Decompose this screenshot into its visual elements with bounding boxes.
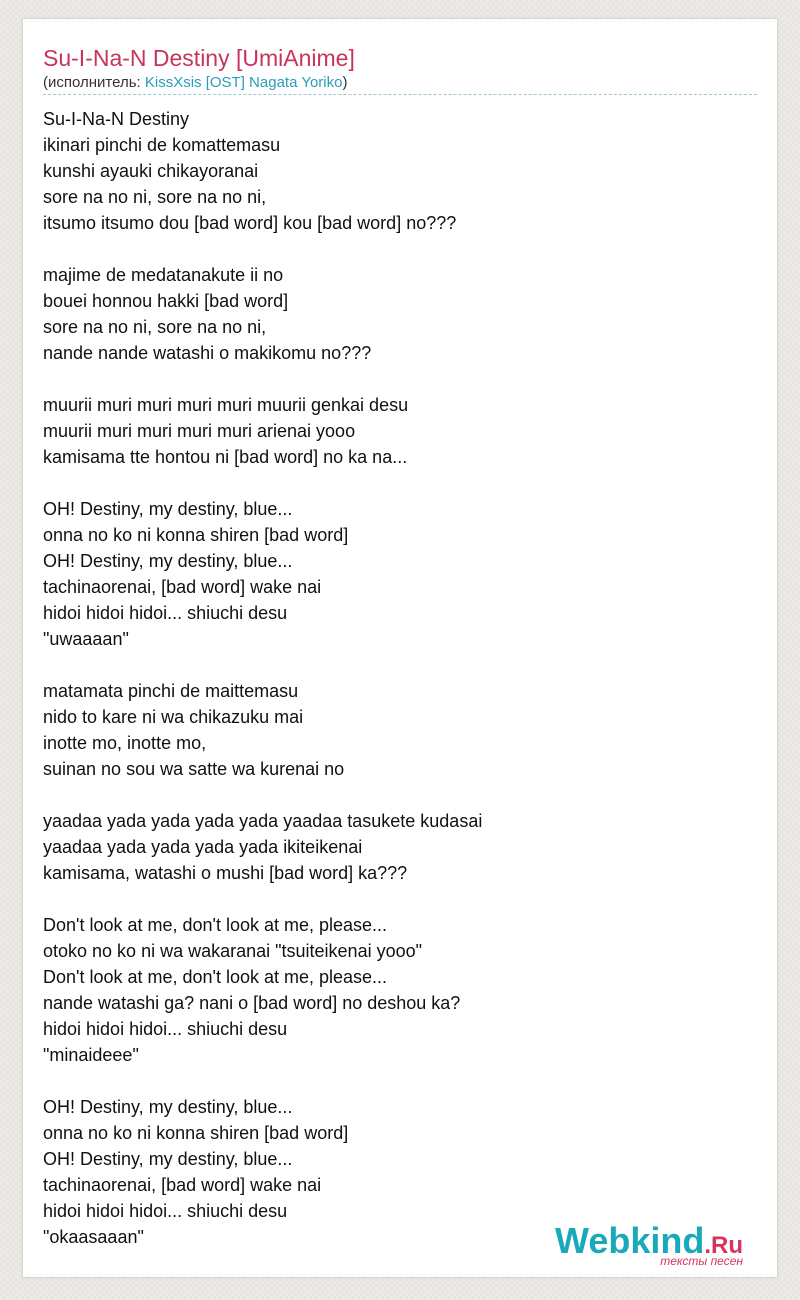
- lyric-line: majime de medatanakute ii no: [43, 265, 284, 285]
- lyrics-body: [43, 106, 759, 1250]
- lyric-line: yaadaa yada yada yada yada ikiteikenai: [43, 837, 363, 857]
- stanza-break: [43, 1068, 759, 1094]
- lyric-line: suinan no sou wa satte wa kurenai no: [43, 759, 345, 779]
- lyric-line: Don't look at me, don't look at me, please...: [43, 915, 388, 935]
- lyric-line: hidoi hidoi hidoi... shiuchi desu: [43, 603, 288, 623]
- lyric-line: sore na no ni, sore na no ni,: [43, 317, 267, 337]
- lyric-line: "uwaaaan": [43, 629, 129, 649]
- lyric-line: otoko no ko ni wa wakaranai "tsuiteikenai yooo": [43, 941, 423, 961]
- webkind-logo: [554, 1220, 743, 1268]
- lyric-line: OH! Destiny, my destiny, blue...: [43, 1149, 293, 1169]
- lyric-line: nande watashi ga? nani o [bad word] no deshou ka?: [43, 993, 461, 1013]
- artist-suffix: ): [342, 74, 348, 91]
- lyrics-card: [22, 18, 778, 1278]
- lyric-line: "okaasaaan": [43, 1227, 144, 1247]
- lyric-line: ikinari pinchi de komattemasu: [43, 135, 281, 155]
- lyric-line: kamisama, watashi o mushi [bad word] ka???: [43, 863, 408, 883]
- lyric-line: "minaideee": [43, 1045, 139, 1065]
- stanza-break: [43, 886, 759, 912]
- artist-line: [43, 74, 347, 92]
- stanza-break: [43, 782, 759, 808]
- lyric-line: OH! Destiny, my destiny, blue...: [43, 551, 293, 571]
- logo-tld: .Ru: [704, 1232, 743, 1259]
- lyric-line: bouei honnou hakki [bad word]: [43, 291, 289, 311]
- lyric-line: kunshi ayauki chikayoranai: [43, 161, 259, 181]
- lyric-line: muurii muri muri muri muri muurii genkai desu: [43, 395, 409, 415]
- lyric-line: hidoi hidoi hidoi... shiuchi desu: [43, 1019, 288, 1039]
- lyric-line: nande nande watashi o makikomu no???: [43, 343, 372, 363]
- lyric-line: Su-I-Na-N Destiny: [43, 109, 190, 129]
- header-divider: [43, 94, 757, 95]
- lyric-line: Don't look at me, don't look at me, please...: [43, 967, 388, 987]
- stanza-break: [43, 652, 759, 678]
- lyric-line: hidoi hidoi hidoi... shiuchi desu: [43, 1201, 288, 1221]
- lyric-line: nido to kare ni wa chikazuku mai: [43, 707, 304, 727]
- lyric-line: yaadaa yada yada yada yada yaadaa tasukete kudasai: [43, 811, 483, 831]
- lyric-line: OH! Destiny, my destiny, blue...: [43, 1097, 293, 1117]
- lyric-line: itsumo itsumo dou [bad word] kou [bad word] no???: [43, 213, 457, 233]
- lyric-line: onna no ko ni konna shiren [bad word]: [43, 525, 349, 545]
- lyric-line: OH! Destiny, my destiny, blue...: [43, 499, 293, 519]
- stanza-break: [43, 236, 759, 262]
- lyric-line: tachinaorenai, [bad word] wake nai: [43, 1175, 322, 1195]
- artist-prefix: (исполнитель:: [43, 74, 145, 91]
- lyric-line: inotte mo, inotte mo,: [43, 733, 207, 753]
- lyric-line: tachinaorenai, [bad word] wake nai: [43, 577, 322, 597]
- lyric-line: sore na no ni, sore na no ni,: [43, 187, 267, 207]
- lyric-line: muurii muri muri muri muri arienai yooo: [43, 421, 356, 441]
- stanza-break: [43, 366, 759, 392]
- lyric-line: onna no ko ni konna shiren [bad word]: [43, 1123, 349, 1143]
- stanza-break: [43, 470, 759, 496]
- lyric-line: kamisama tte hontou ni [bad word] no ka na...: [43, 447, 408, 467]
- lyric-line: matamata pinchi de maittemasu: [43, 681, 299, 701]
- logo-brand: Webkind: [554, 1220, 705, 1261]
- logo-tagline: тексты песен: [660, 1254, 743, 1268]
- artist-link[interactable]: KissXsis [OST] Nagata Yoriko: [144, 74, 343, 91]
- song-title: Su-I-Na-N Destiny [UmiAnime]: [43, 45, 355, 71]
